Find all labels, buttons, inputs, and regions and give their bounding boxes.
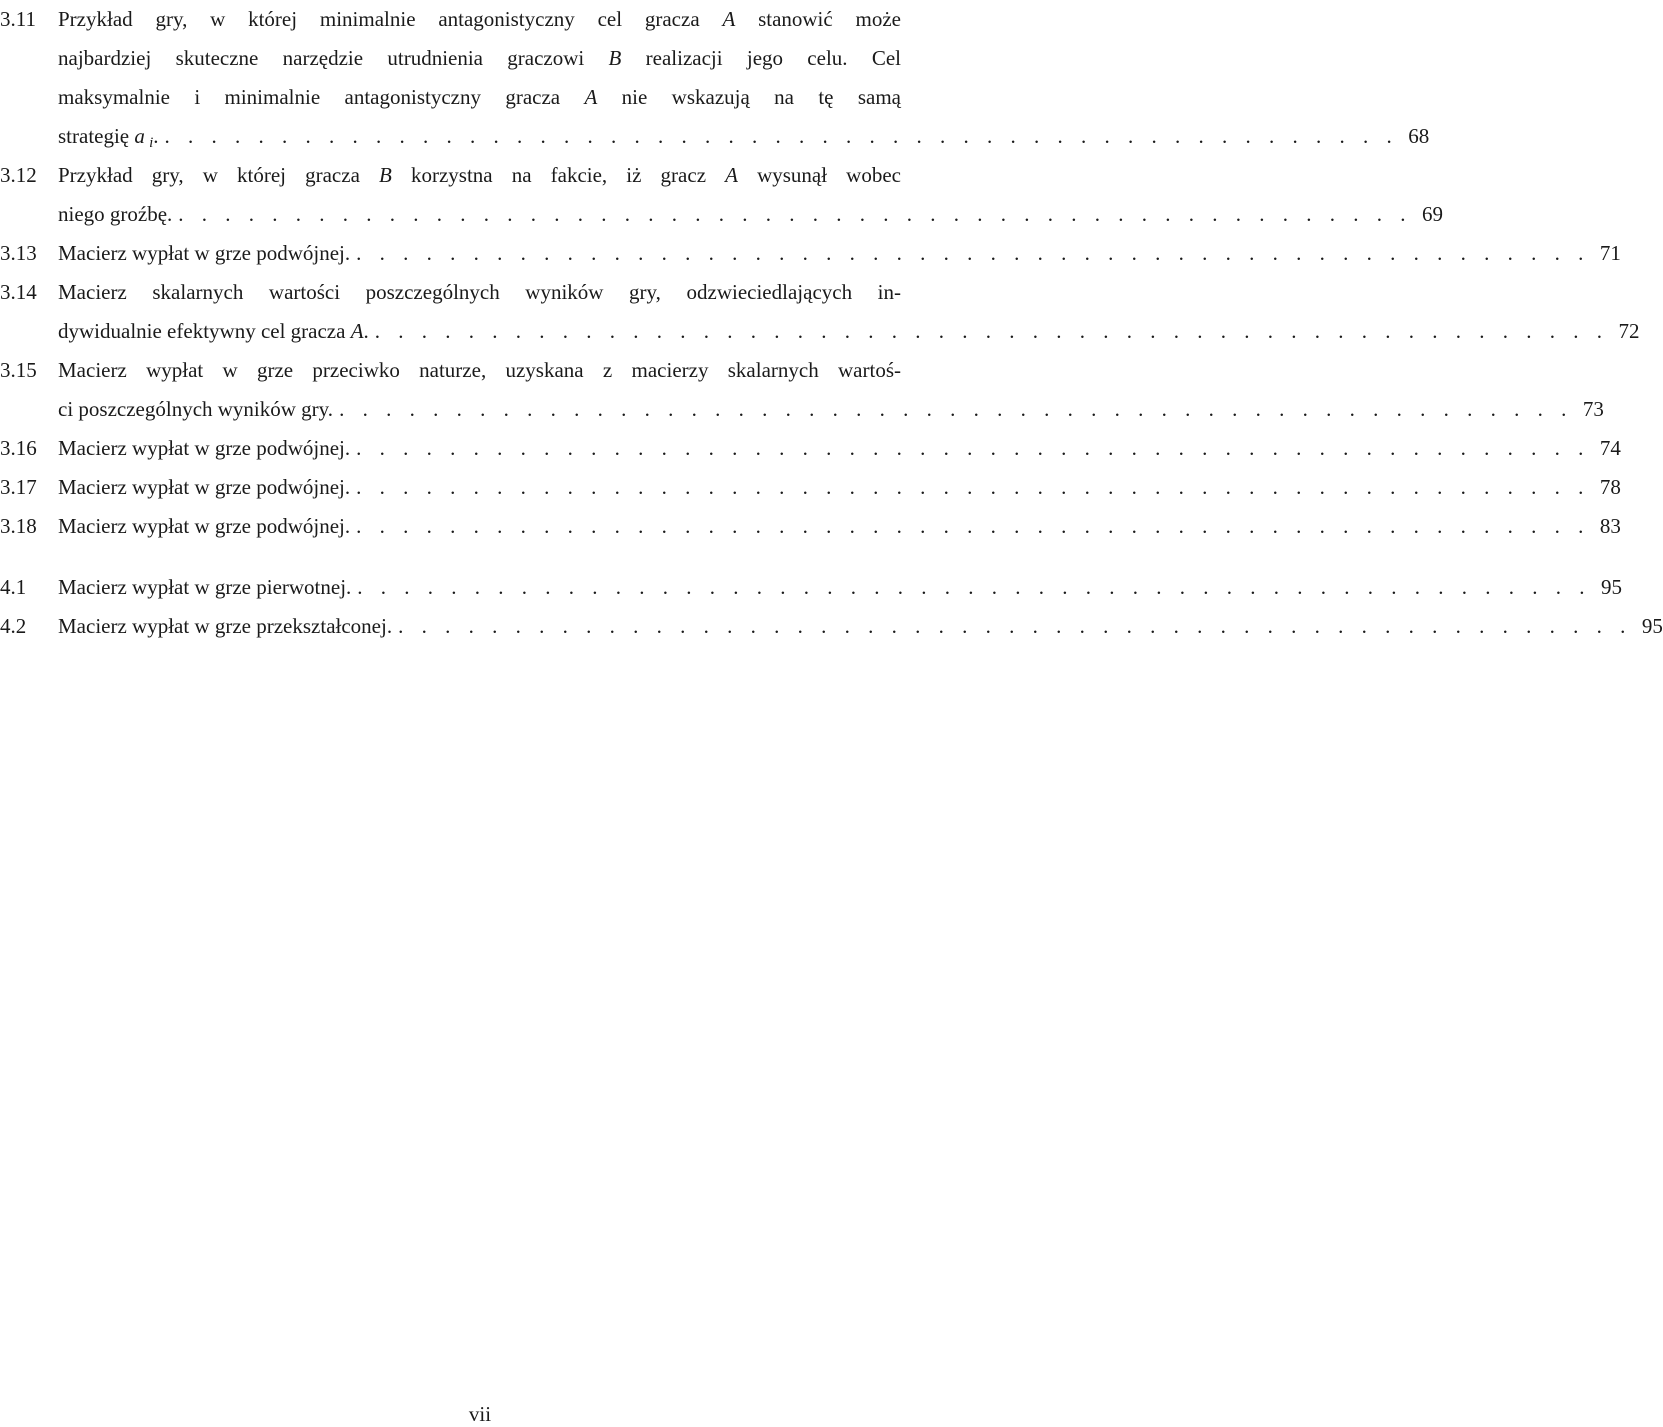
entry-page-number: 72 — [1618, 319, 1640, 343]
entry-last-line — [58, 390, 1604, 429]
entry-number: 3.11 — [0, 7, 36, 31]
entry-page-number: 95 — [1601, 575, 1623, 599]
entry-last-line — [58, 568, 1623, 607]
page-number-footer: vii — [468, 1402, 492, 1426]
entry-last-line — [58, 468, 1621, 507]
dot-leader: . . . . . . . . . . . . . . . . . . . . . . . . . . . . . . . . . . . . . . . . . . . . . . . . . . . . . — [178, 202, 1413, 226]
entry-page-number: 68 — [1408, 124, 1430, 148]
entry-number: 3.14 — [0, 280, 37, 304]
entry-last-line — [58, 117, 1430, 156]
dot-leader: . . . . . . . . . . . . . . . . . . . . . . . . . . . . . . . . . . . . . . . . . . . . . . . . . . . . . — [356, 241, 1590, 265]
toc-entry[interactable] — [0, 429, 1621, 468]
entry-text-line: niego groźbę. — [58, 202, 173, 226]
list-of-tables — [0, 0, 1663, 646]
entry-number: 3.13 — [0, 241, 37, 265]
entry-text-line: Macierz wypłat w grze podwójnej. — [58, 514, 351, 538]
entry-last-line — [58, 607, 1663, 646]
entry-text-line: najbardziej skuteczne narzędzie utrudnienia graczowi B realizacji jego celu. Cel — [58, 46, 901, 70]
entry-last-line — [58, 507, 1621, 546]
entry-number: 3.18 — [0, 514, 37, 538]
dot-leader: . . . . . . . . . . . . . . . . . . . . . . . . . . . . . . . . . . . . . . . . . . . . . . . . . . . . . — [356, 514, 1590, 538]
entry-page-number: 95 — [1641, 614, 1663, 638]
entry-number: 3.15 — [0, 358, 37, 382]
toc-entry[interactable] — [0, 507, 1621, 546]
entry-number: 3.17 — [0, 475, 37, 499]
dot-leader: . . . . . . . . . . . . . . . . . . . . . . . . . . . . . . . . . . . . . . . . . . . . . . . . . . . . . — [164, 124, 1399, 148]
toc-entry[interactable] — [0, 351, 1604, 429]
entry-number: 4.2 — [0, 614, 27, 638]
entry-last-line — [58, 429, 1621, 468]
entry-text-line: Macierz wypłat w grze przekształconej. — [58, 614, 393, 638]
toc-entry[interactable] — [0, 568, 1623, 607]
entry-text-line: maksymalnie i minimalnie antagonistyczny gracza A nie wskazują na tę samą — [58, 85, 901, 109]
entry-page-number: 83 — [1599, 514, 1621, 538]
entry-last-line — [58, 195, 1444, 234]
entry-text-line: Przykład gry, w której minimalnie antagonistyczny cel gracza A stanowić może — [58, 7, 901, 31]
dot-leader: . . . . . . . . . . . . . . . . . . . . . . . . . . . . . . . . . . . . . . . . . . . . . . . . . . . . . — [357, 575, 1592, 599]
entry-text-line: Macierz skalarnych wartości poszczególnych wyników gry, odzwieciedlających in- — [58, 280, 901, 304]
entry-page-number: 78 — [1599, 475, 1621, 499]
entry-last-line — [58, 234, 1621, 273]
toc-entry[interactable] — [0, 607, 1663, 646]
entry-text-line: strategię a i. — [58, 124, 159, 151]
entry-page-number: 74 — [1599, 436, 1621, 460]
toc-entry[interactable] — [0, 0, 1430, 156]
entry-text-line: Macierz wypłat w grze podwójnej. — [58, 241, 351, 265]
toc-entry[interactable] — [0, 468, 1621, 507]
entry-text-line: Macierz wypłat w grze pierwotnej. — [58, 575, 352, 599]
entry-page-number: 73 — [1582, 397, 1604, 421]
entry-text-line: Macierz wypłat w grze podwójnej. — [58, 475, 351, 499]
toc-entry[interactable] — [0, 234, 1621, 273]
toc-entry[interactable] — [0, 273, 1640, 351]
toc-entry[interactable] — [0, 156, 1444, 234]
entry-text-line: dywidualnie efektywny cel gracza A. — [58, 319, 369, 343]
dot-leader: . . . . . . . . . . . . . . . . . . . . . . . . . . . . . . . . . . . . . . . . . . . . . . . . . . . . . — [374, 319, 1609, 343]
chapter-gap — [0, 546, 962, 568]
entry-page-number: 71 — [1599, 241, 1621, 265]
entry-number: 3.12 — [0, 163, 37, 187]
entry-number: 4.1 — [0, 575, 27, 599]
entry-last-line — [58, 312, 1640, 351]
dot-leader: . . . . . . . . . . . . . . . . . . . . . . . . . . . . . . . . . . . . . . . . . . . . . . . . . . . . . — [356, 436, 1590, 460]
entry-text-line: Przykład gry, w której gracza B korzystna na fakcie, iż gracz A wysunął wobec — [58, 163, 901, 187]
entry-number: 3.16 — [0, 436, 37, 460]
entry-text-line: Macierz wypłat w grze przeciwko naturze, uzyskana z macierzy skalarnych wartoś- — [58, 358, 901, 382]
entry-page-number: 69 — [1422, 202, 1444, 226]
dot-leader: . . . . . . . . . . . . . . . . . . . . . . . . . . . . . . . . . . . . . . . . . . . . . . . . . . . . . — [339, 397, 1573, 421]
entry-text-line: ci poszczególnych wyników gry. — [58, 397, 334, 421]
dot-leader: . . . . . . . . . . . . . . . . . . . . . . . . . . . . . . . . . . . . . . . . . . . . . . . . . . . . . — [356, 475, 1590, 499]
dot-leader: . . . . . . . . . . . . . . . . . . . . . . . . . . . . . . . . . . . . . . . . . . . . . . . . . . . . . — [398, 614, 1632, 638]
entry-text-line: Macierz wypłat w grze podwójnej. — [58, 436, 351, 460]
